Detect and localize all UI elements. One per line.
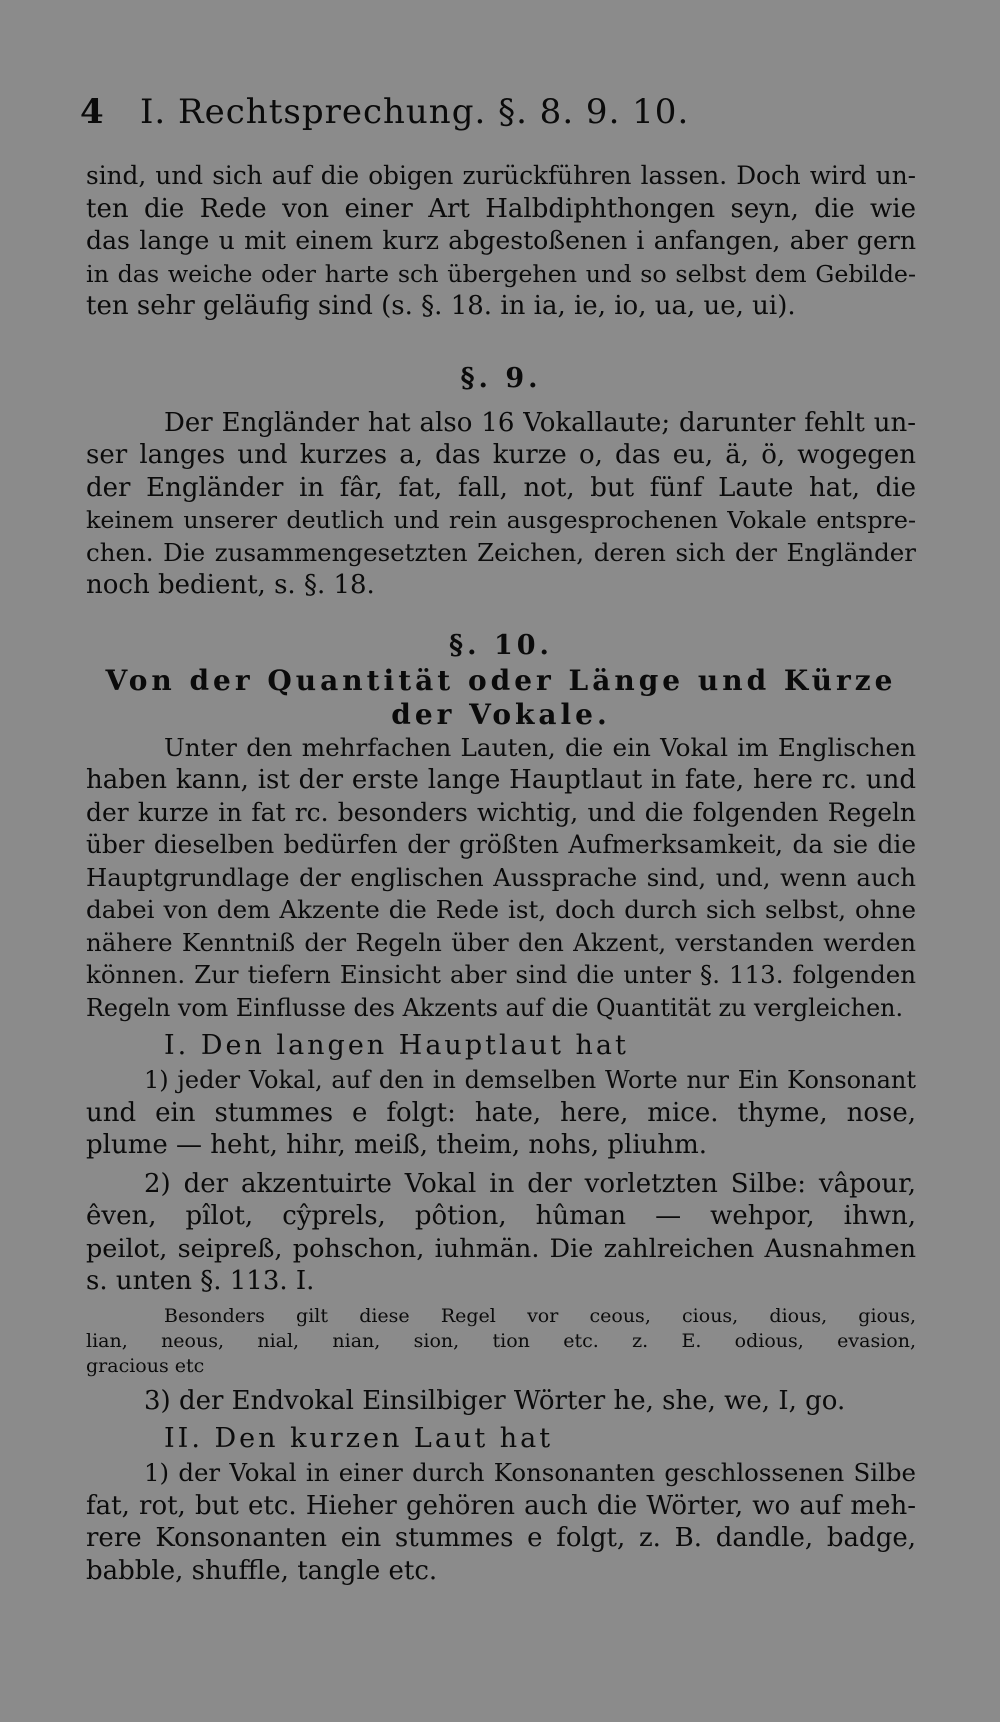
note-line: gracious etc	[86, 1354, 205, 1377]
rule-2-heading: II. Den kurzen Laut hat	[164, 1423, 554, 1454]
rule-2-item-1	[86, 1457, 916, 1587]
rule-1-item-2	[86, 1168, 916, 1298]
text-line: nähere Kenntniß der Regeln über den Akzent, verstanden werden	[86, 927, 916, 957]
rule-1-note	[86, 1304, 916, 1379]
page-number: 4	[80, 92, 104, 132]
text-line: ser langes und kurzes a, das kurze o, das eu, ä, ö, wogegen	[86, 440, 916, 470]
note-line: Besonders gilt diese Regel vor ceous, cious, dious, gious,	[164, 1304, 916, 1327]
text-line: noch bedient, s. §. 18.	[86, 570, 375, 600]
text-line: sind, und sich auf die obigen zurückführen lassen. Doch wird un-	[86, 161, 916, 190]
text-line: keinem unserer deutlich und rein ausgesprochenen Vokale entspre-	[86, 506, 916, 534]
running-title: I. Rechtsprechung. §. 8. 9. 10.	[140, 92, 690, 132]
text-line: Unter den mehrfachen Lauten, die ein Vokal im Englischen	[164, 732, 916, 762]
page-body	[86, 160, 916, 1587]
text-line: rere Konsonanten ein stummes e folgt, z. B. dandle, badge,	[86, 1523, 916, 1553]
text-line: babble, shuffle, tangle etc.	[86, 1555, 438, 1586]
section-10-paragraph	[86, 732, 916, 1025]
section-10-title: Von der Quantität oder Länge und Kürze	[105, 663, 897, 697]
section-9-paragraph	[86, 407, 916, 602]
text-line: und ein stummes e folgt: hate, here, mice. thyme, nose,	[86, 1097, 916, 1128]
text-line: 1) jeder Vokal, auf den in demselben Worte nur Ein Konsonant	[144, 1066, 916, 1094]
section-10-title-cont: der Vokale.	[391, 697, 611, 731]
text-line: s. unten §. 113. I.	[86, 1266, 315, 1296]
text-line: dabei von dem Akzente die Rede ist, doch durch sich selbst, ohne	[86, 895, 916, 924]
rule-1-item-1	[86, 1064, 916, 1162]
text-line: êven, pîlot, cŷprels, pôtion, hûman — wehpor, ihwn,	[86, 1201, 916, 1231]
text-line: haben kann, ist der erste lange Hauptlaut in fate, here rc. und	[86, 765, 916, 795]
text-line: über dieselben bedürfen der größten Aufmerksamkeit, da sie die	[86, 830, 916, 859]
section-10-heading: §. 10.	[449, 629, 553, 661]
text-line: fat, rot, but etc. Hieher gehören auch die Wörter, wo auf meh-	[86, 1490, 916, 1521]
rule-1-item-3: 3) der Endvokal Einsilbiger Wörter he, she, we, I, go.	[144, 1385, 846, 1416]
text-line: 1) der Vokal in einer durch Konsonanten geschlossenen Silbe	[144, 1458, 916, 1487]
text-line: Der Engländer hat also 16 Vokallaute; darunter fehlt un-	[164, 407, 916, 438]
text-line: Hauptgrundlage der englischen Aussprache sind, und, wenn auch	[86, 862, 916, 892]
text-line: können. Zur tiefern Einsicht aber sind die unter §. 113. folgenden	[86, 960, 916, 989]
text-line: 2) der akzentuirte Vokal in der vorletzten Silbe: vâpour,	[144, 1168, 916, 1199]
text-line: Regeln vom Einflusse des Akzents auf die Quantität zu vergleichen.	[86, 993, 904, 1022]
text-line: chen. Die zusammengesetzten Zeichen, deren sich der Engländer	[86, 537, 916, 567]
page-header	[80, 92, 740, 132]
text-line: ten sehr geläufig sind (s. §. 18. in ia, ie, io, ua, ue, ui).	[86, 291, 796, 321]
intro-paragraph	[86, 160, 916, 323]
text-line: in das weiche oder harte sch übergehen und so selbst dem Gebilde-	[86, 259, 916, 288]
text-line: peilot, seipreß, pohschon, iuhmän. Die zahlreichen Ausnahmen	[86, 1233, 916, 1264]
section-9-heading: §. 9.	[460, 362, 542, 394]
text-line: das lange u mit einem kurz abgestoßenen i anfangen, aber gern	[86, 226, 916, 255]
text-line: der Engländer in fâr, fat, fall, not, but fünf Laute hat, die	[86, 472, 916, 503]
text-line: plume — heht, hihr, meiß, theim, nohs, pliuhm.	[86, 1130, 708, 1160]
rule-1-heading: I. Den langen Hauptlaut hat	[164, 1030, 629, 1061]
text-line: ten die Rede von einer Art Halbdiphthongen seyn, die wie	[86, 193, 916, 224]
text-line: der kurze in fat rc. besonders wichtig, und die folgenden Regeln	[86, 797, 916, 827]
note-line: lian, neous, nial, nian, sion, tion etc. z. E. odious, evasion,	[86, 1329, 916, 1352]
